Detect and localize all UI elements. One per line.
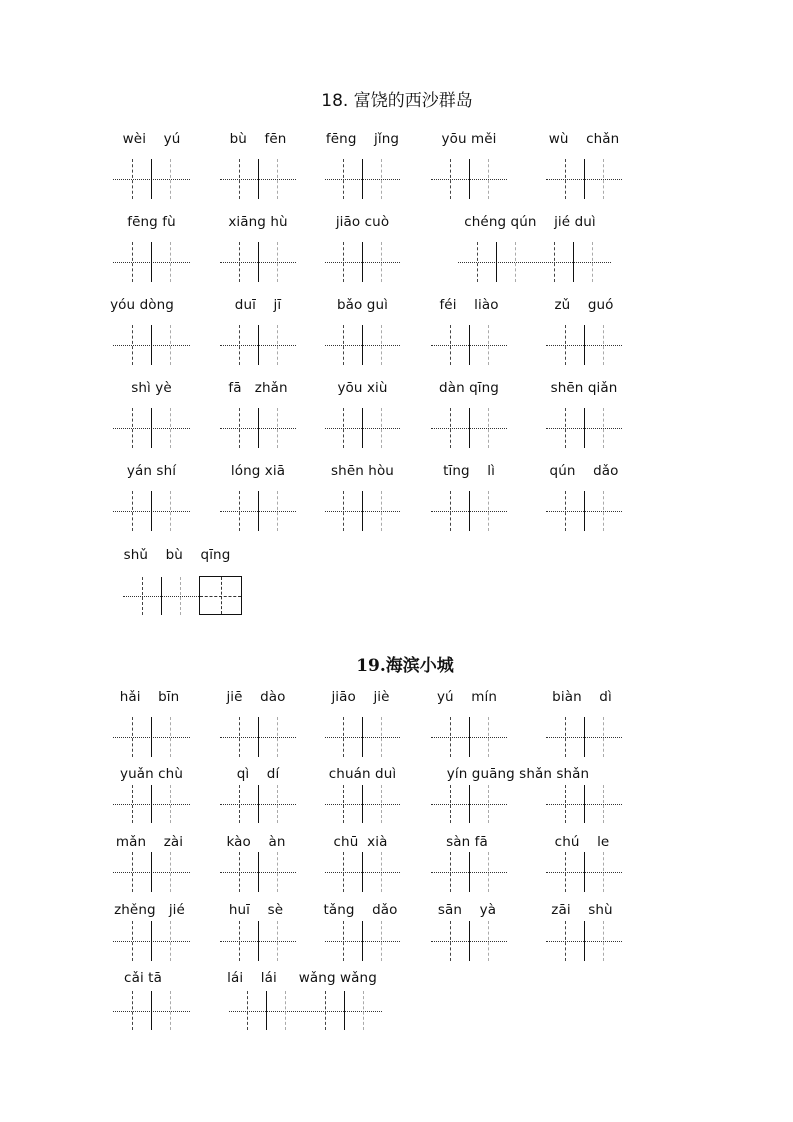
writing-grid-cell[interactable] — [325, 491, 400, 531]
pinyin-label: fēng jǐng — [325, 131, 400, 147]
pinyin-label: chū xià — [333, 834, 388, 850]
pinyin-label: wù chǎn — [548, 131, 620, 147]
pinyin-label: chuán duì — [328, 766, 397, 782]
pinyin-label: lóng xiā — [230, 463, 286, 479]
writing-grid-cell[interactable] — [325, 325, 400, 365]
writing-grid-cell[interactable] — [431, 717, 507, 757]
pinyin-label: zhěng jié — [114, 902, 185, 918]
pinyin-label: jiāo cuò — [335, 214, 390, 230]
pinyin-label: cǎi tā — [124, 970, 162, 986]
writing-grid-cell[interactable] — [431, 785, 507, 823]
pinyin-label: lái lái wǎng wǎng — [227, 970, 377, 986]
writing-grid-cell[interactable] — [113, 717, 190, 757]
writing-grid-cell[interactable] — [220, 491, 296, 531]
pinyin-label: yú mín — [436, 689, 498, 705]
writing-grid-cell[interactable] — [229, 991, 382, 1030]
writing-grid-cell[interactable] — [113, 325, 190, 365]
pinyin-label: sàn fā — [446, 834, 488, 850]
writing-grid-cell[interactable] — [546, 491, 622, 531]
pinyin-label: zǔ guó — [554, 297, 614, 313]
pinyin-label: tīng lì — [443, 463, 495, 479]
pinyin-label: chéng qún jié duì — [464, 214, 596, 230]
writing-grid-cell[interactable] — [113, 491, 190, 531]
pinyin-label: bù fēn — [229, 131, 287, 147]
writing-grid-cell[interactable] — [431, 852, 507, 892]
pinyin-label: zāi shù — [551, 902, 613, 918]
pinyin-label: chú le — [554, 834, 610, 850]
pinyin-label: féi liào — [439, 297, 499, 313]
pinyin-label: shēn qiǎn — [550, 380, 618, 396]
writing-grid-cell[interactable] — [220, 325, 296, 365]
writing-grid-cell[interactable] — [113, 785, 190, 823]
writing-grid-cell[interactable] — [220, 159, 296, 199]
pinyin-label: qún dǎo — [549, 463, 619, 479]
pinyin-label: huī sè — [228, 902, 284, 918]
pinyin-label: shì yè — [131, 380, 172, 396]
writing-grid-cell[interactable] — [220, 242, 296, 282]
writing-grid-cell[interactable] — [123, 577, 199, 615]
pinyin-label: jiāo jiè — [331, 689, 390, 705]
writing-grid-cell[interactable] — [546, 852, 622, 892]
writing-grid-cell[interactable] — [325, 852, 400, 892]
writing-grid-cell[interactable] — [458, 242, 611, 282]
pinyin-label: wèi yú — [122, 131, 181, 147]
writing-grid-cell[interactable] — [113, 242, 190, 282]
writing-grid-cell[interactable] — [113, 159, 190, 199]
pinyin-label: bǎo guì — [337, 297, 388, 313]
pinyin-label: mǎn zài — [115, 834, 184, 850]
writing-box-cell[interactable] — [199, 576, 242, 615]
pinyin-label: tǎng dǎo — [323, 902, 398, 918]
writing-grid-cell[interactable] — [431, 491, 507, 531]
writing-grid-cell[interactable] — [546, 717, 622, 757]
pinyin-label: yóu dòng — [110, 297, 174, 313]
pinyin-label: kào àn — [226, 834, 286, 850]
pinyin-label: sān yà — [437, 902, 497, 918]
writing-grid-cell[interactable] — [431, 921, 507, 961]
writing-grid-cell[interactable] — [546, 408, 622, 448]
writing-grid-cell[interactable] — [546, 325, 622, 365]
pinyin-label: shēn hòu — [331, 463, 394, 479]
pinyin-label: xiāng hù — [228, 214, 288, 230]
writing-grid-cell[interactable] — [325, 921, 400, 961]
writing-grid-cell[interactable] — [325, 717, 400, 757]
writing-grid-cell[interactable] — [220, 785, 296, 823]
pinyin-label: yán shí — [126, 463, 177, 479]
pinyin-label: qì dí — [236, 766, 280, 782]
writing-grid-cell[interactable] — [220, 717, 296, 757]
pinyin-label: fā zhǎn — [228, 380, 288, 396]
pinyin-label: jiē dào — [226, 689, 286, 705]
writing-grid-cell[interactable] — [431, 408, 507, 448]
writing-grid-cell[interactable] — [546, 921, 622, 961]
box-dashed-vertical — [221, 577, 222, 614]
pinyin-label: yín guāng shǎn shǎn — [446, 766, 590, 782]
pinyin-label: fēng fù — [127, 214, 176, 230]
writing-grid-cell[interactable] — [220, 921, 296, 961]
writing-grid-cell[interactable] — [113, 852, 190, 892]
pinyin-label: yōu měi — [441, 131, 497, 147]
section-title-18: 18. 富饶的西沙群岛 — [321, 91, 473, 111]
writing-grid-cell[interactable] — [546, 785, 622, 823]
writing-grid-cell[interactable] — [113, 408, 190, 448]
writing-grid-cell[interactable] — [431, 159, 507, 199]
writing-grid-cell[interactable] — [325, 408, 400, 448]
writing-grid-cell[interactable] — [325, 242, 400, 282]
writing-grid-cell[interactable] — [325, 785, 400, 823]
pinyin-label: biàn dì — [552, 689, 612, 705]
pinyin-label: yuǎn chù — [119, 766, 184, 782]
pinyin-label: yōu xiù — [337, 380, 388, 396]
writing-grid-cell[interactable] — [431, 325, 507, 365]
writing-grid-cell[interactable] — [113, 991, 190, 1030]
writing-grid-cell[interactable] — [546, 159, 622, 199]
writing-grid-cell[interactable] — [220, 852, 296, 892]
pinyin-label: hǎi bīn — [119, 689, 180, 705]
writing-grid-cell[interactable] — [325, 159, 400, 199]
section-title-19: 19.海滨小城 — [356, 656, 454, 676]
writing-grid-cell[interactable] — [113, 921, 190, 961]
pinyin-label: duī jī — [234, 297, 282, 313]
writing-grid-cell[interactable] — [220, 408, 296, 448]
pinyin-label: dàn qīng — [439, 380, 499, 396]
pinyin-label: shǔ bù qīng — [123, 547, 231, 563]
